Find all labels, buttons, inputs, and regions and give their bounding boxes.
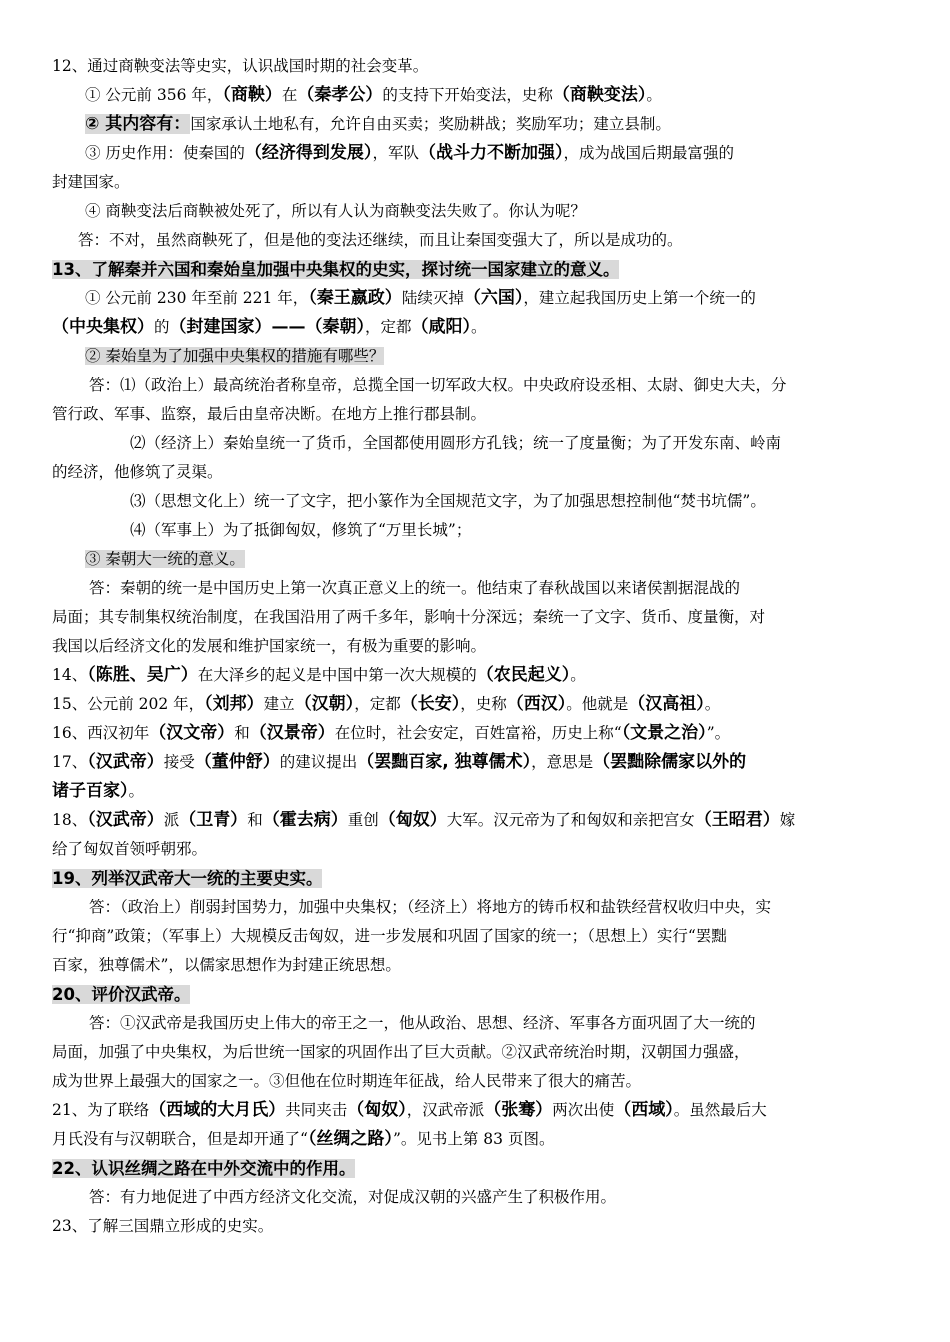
answer-term: （霍去病） — [262, 810, 348, 830]
answer-term: （汉文帝） — [149, 723, 235, 743]
text-line: 局面；其专制集权统治制度，在我国沿用了两千多年，影响十分深远；秦统一了文字、货币、度量衡，对 — [52, 608, 766, 626]
answer-term: （农民起义） — [476, 665, 571, 685]
text-line: 答：秦朝的统一是中国历史上第一次真正意义上的统一。他结束了春秋战国以来诸侯割据混战的 — [89, 579, 741, 597]
answer-term: （汉武帝） — [87, 810, 164, 830]
text-line: 局面，加强了中央集权，为后世统一国家的巩固作出了巨大贡献。②汉武帝统治时期，汉朝国力强盛， — [52, 1043, 750, 1061]
document-page — [52, 52, 908, 1241]
text-line: 的经济，他修筑了灵渠。 — [52, 463, 223, 481]
text-line: 诸子百家）。 — [52, 781, 145, 801]
text-line: 16、西汉初年（汉文帝）和（汉景帝）在位时，社会安定，百姓富裕，历史上称“（文景之治）”。 — [52, 723, 731, 743]
text-line: ② 其内容有：国家承认土地私有，允许自由买卖；奖励耕战；奖励军功；建立县制。 — [85, 114, 671, 134]
text-line — [52, 52, 908, 81]
text-line: 给了匈奴首领呼朝邪。 — [52, 840, 208, 858]
answer-term: （战斗力不断加强） — [418, 143, 564, 163]
section-heading: 22、认识丝绸之路在中外交流中的作用。 — [52, 1159, 356, 1178]
answer-term: （长安） — [400, 694, 461, 714]
section-heading: 20、评价汉武帝。 — [52, 985, 191, 1004]
answer-term: （匈奴） — [347, 1100, 407, 1120]
text-line: 月氏没有与汉朝联合，但是却开通了“（丝绸之路）”。见书上第 83 页图。 — [52, 1129, 555, 1149]
text-line: 答：有力地促进了中西方经济文化交流，对促成汉朝的兴盛产生了积极作用。 — [89, 1188, 617, 1206]
section-heading: 19、列举汉武帝大一统的主要史实。 — [52, 869, 323, 888]
text-line: 答：（政治上）削弱封国势力，加强中央集权；（经济上）将地方的铸币权和盐铁经营权收归中央，实 — [89, 898, 772, 916]
text-line: ① 公元前 356 年，（商鞅）在（秦孝公）的支持下开始变法，史称（商鞅变法）。 — [85, 85, 662, 105]
answer-term: （汉武帝） — [87, 752, 164, 772]
answer-term: （秦孝公） — [297, 85, 383, 105]
text-line: 行“抑商”政策；（军事上）大规模反击匈奴，进一步发展和巩固了国家的统一；（思想上）实行“罢黜 — [52, 927, 727, 945]
text-line: 百家，独尊儒术”，以儒家思想作为封建正统思想。 — [52, 956, 401, 974]
answer-term: 诸子百家） — [52, 781, 129, 801]
answer-term: （陈胜、吴广） — [87, 665, 198, 685]
answer-term: （秦王嬴政） — [308, 288, 402, 308]
answer-term: （张骞） — [484, 1100, 553, 1120]
line-text: 12、通过商鞅变法等史实，认识战国时期的社会变革。 — [52, 57, 429, 75]
answer-term: （匈奴） — [378, 810, 447, 830]
answer-term: （西域） — [614, 1100, 674, 1120]
text-line: ⑷（军事上）为了抵御匈奴，修筑了“万里长城”； — [130, 521, 472, 539]
text-line: 答：⑴（政治上）最高统治者称皇帝，总揽全国一切军政大权。中央政府设丞相、太尉、御史大夫，分 — [89, 376, 787, 394]
text-line — [52, 342, 908, 371]
text-line: ③ 历史作用：使秦国的（经济得到发展），军队（战斗力不断加强），成为战国后期最富强的 — [85, 143, 734, 163]
answer-term: （西汉） — [506, 694, 567, 714]
answer-term: （汉景帝） — [249, 723, 335, 743]
text-line: 21、为了联络（西域的大月氏）共同夹击（匈奴），汉武帝派（张骞）两次出使（西域）。虽然最后大 — [52, 1100, 767, 1120]
text-line: ⑶（思想文化上）统一了文字，把小篆作为全国规范文字，为了加强思想控制他“焚书坑儒”。 — [130, 492, 766, 510]
answer-term: （汉高祖） — [628, 694, 705, 714]
text-line: 23、了解三国鼎立形成的史实。 — [52, 1217, 274, 1235]
answer-term: （商鞅） — [222, 85, 282, 105]
answer-term: （王昭君） — [694, 810, 780, 830]
text-line — [52, 545, 908, 574]
section-heading: 13、了解秦并六国和秦始皇加强中央集权的史实，探讨统一国家建立的意义。 — [52, 260, 620, 279]
highlighted-heading: ② 其内容有： — [85, 114, 191, 134]
highlighted-question: ② 秦始皇为了加强中央集权的措施有哪些？ — [85, 347, 385, 365]
answer-term: （中央集权） — [52, 317, 154, 337]
text-line: 答：①汉武帝是我国历史上伟大的帝王之一，他从政治、思想、经济、军事各方面巩固了大一统的 — [89, 1014, 756, 1032]
text-line: ① 公元前 230 年至前 221 年，（秦王嬴政）陆续灭掉（六国），建立起我国历史上第一个统一的 — [85, 288, 756, 308]
text-line: 我国以后经济文化的发展和维护国家统一，有极为重要的影响。 — [52, 637, 487, 655]
text-line: ⑵（经济上）秦始皇统一了货币，全国都使用圆形方孔钱；统一了度量衡；为了开发东南、岭南 — [130, 434, 782, 452]
highlighted-question: ③ 秦朝大一统的意义。 — [85, 550, 245, 568]
text-line: 答：不对，虽然商鞅死了，但是他的变法还继续，而且让秦国变强大了，所以是成功的。 — [78, 231, 683, 249]
answer-term: （刘邦） — [204, 694, 264, 714]
text-line: ④ 商鞅变法后商鞅被处死了，所以有人认为商鞅变法失败了。你认为呢？ — [85, 202, 586, 220]
text-line: （中央集权）的（封建国家）——（秦朝），定都（咸阳）。 — [52, 317, 487, 337]
answer-term: （卫青） — [179, 810, 248, 830]
text-line: 18、（汉武帝）派（卫青）和（霍去病）重创（匈奴）大军。汉元帝为了和匈奴和亲把宫女（王昭君）嫁 — [52, 810, 796, 830]
answer-term: （丝绸之路） — [307, 1129, 393, 1149]
answer-term: （罢黜百家, 独尊儒术） — [357, 752, 532, 772]
answer-term: （六国） — [463, 288, 524, 308]
answer-term: （商鞅变法） — [552, 85, 647, 105]
text-line: 15、公元前 202 年，（刘邦）建立（汉朝），定都（长安），史称（西汉）。他就是（汉高祖）。 — [52, 694, 721, 714]
text-line: 14、（陈胜、吴广）在大泽乡的起义是中国中第一次大规模的（农民起义）。 — [52, 665, 586, 685]
text-line: 管行政、军事、监察，最后由皇帝决断。在地方上推行郡县制。 — [52, 405, 487, 423]
answer-term: （封建国家）——（秦朝） — [169, 317, 366, 337]
answer-term: （罢黜除儒家以外的 — [593, 752, 747, 772]
text-line: 成为世界上最强大的国家之一。③但他在位时期连年征战，给人民带来了很大的痛苦。 — [52, 1072, 642, 1090]
answer-term: （经济得到发展） — [244, 143, 373, 163]
answer-term: （咸阳） — [411, 317, 472, 337]
text-line: 封建国家。 — [52, 173, 130, 191]
answer-term: （西域的大月氏） — [149, 1100, 286, 1120]
answer-term: （汉朝） — [294, 694, 355, 714]
text-line: 17、（汉武帝）接受（董仲舒）的建议提出（罢黜百家, 独尊儒术），意思是（罢黜除儒家以外的 — [52, 752, 747, 772]
answer-term: （文景之治） — [621, 723, 707, 743]
answer-term: （董仲舒） — [194, 752, 280, 772]
